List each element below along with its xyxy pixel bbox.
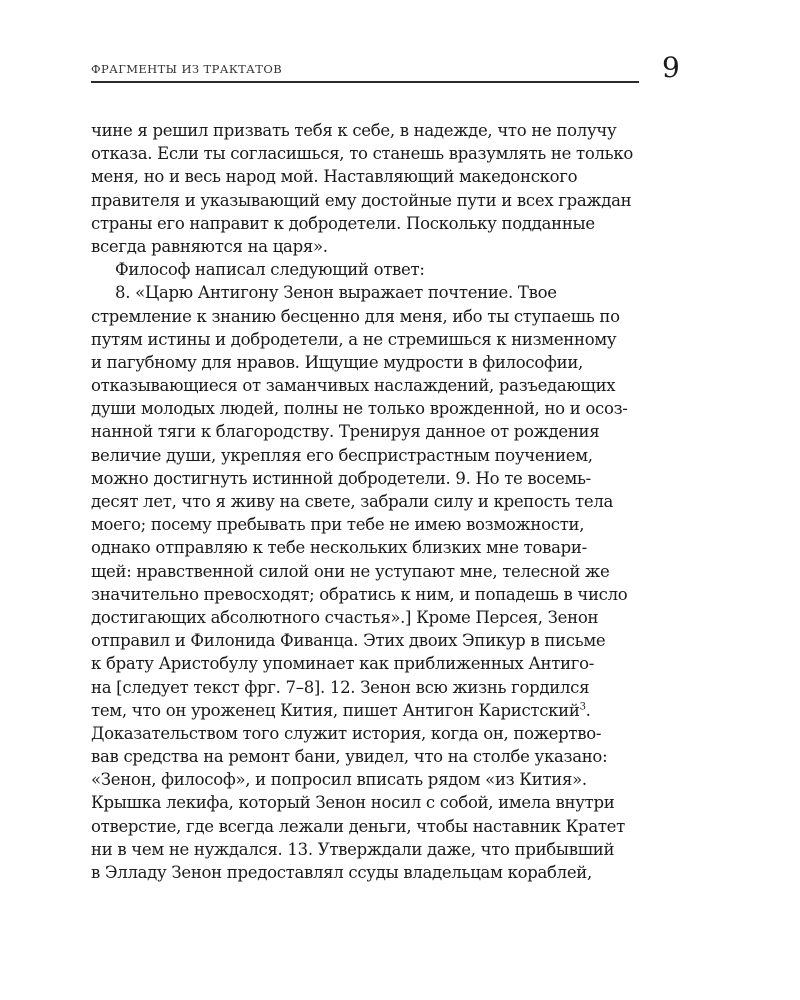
text-line-content: всегда равняются на царя». [91,236,328,256]
text-line-content: вав средства на ремонт бани, увидел, что на столбе указано: [91,747,608,767]
text-line-content: правителя и указывающий ему достойные пути и всех граждан [91,190,632,210]
text-line-content: стремление к знанию бесценно для меня, ибо ты ступаешь по [91,306,620,326]
text-line-content: нанной тяги к благородству. Тренируя данное от рождения [91,422,600,442]
text-line [91,258,681,281]
text-line-content: страны его направит к добродетели. Поскольку подданные [91,213,595,233]
text-line [91,420,681,443]
footnote-marker: 3 [579,701,586,713]
text-line [91,212,681,235]
text-line [91,374,681,397]
text-line-content: достигающих абсолютного счастья».] Кроме Персея, Зенон [91,607,599,627]
text-line-content: значительно превосходят; обратись к ним, и попадешь в число [91,584,628,604]
text-line [91,536,681,559]
text-line-content: чине я решил призвать тебя к себе, в надежде, что не получу [91,121,617,140]
text-line [91,328,681,351]
text-line [91,165,681,188]
text-line [91,189,681,212]
running-title: ФРАГМЕНТЫ ИЗ ТРАКТАТОВ [91,62,283,76]
text-line-content: Доказательством того служит история, когда он, пожертво- [91,723,602,743]
text-line-tail: . [585,700,591,720]
text-line-content: десят лет, что я живу на свете, забрали силу и крепость тела [91,492,614,511]
body-text [91,119,681,884]
text-line [91,699,681,722]
text-line-content: Философ написал следующий ответ: [115,260,425,280]
text-line-content: отправил и Филонида Фиванца. Этих двоих Эпикур в письме [91,631,606,651]
text-line-content: ни в чем не нуждался. 13. Утверждали даже, что прибывший [91,839,615,859]
text-line-content: тем, что он уроженец Кития, пишет Антигон Каристский [91,700,580,720]
text-line [91,560,681,583]
text-line [91,768,681,791]
text-line-content: величие души, укрепляя его беспристрастным поучением, [91,445,593,465]
text-line [91,397,681,420]
text-line-content: путям истины и добродетели, а не стремишься к низменному [91,329,617,349]
text-line [91,235,681,258]
text-line-content: на [следует текст фрг. 7–8]. 12. Зенон всю жизнь гордился [91,677,590,697]
text-line-content: в Элладу Зенон предоставлял ссуды владельцам кораблей, [91,863,592,882]
text-line [91,490,681,513]
text-line [91,513,681,536]
text-line-content: щей: нравственной силой они не уступают мне, телесной же [91,561,610,581]
text-line [91,815,681,838]
text-line-content: «Зенон, философ», и попросил вписать рядом «из Кития». [91,770,587,790]
text-line [91,676,681,699]
text-line-content: однако отправляю к тебе нескольких близких мне товари- [91,538,587,558]
text-line [91,791,681,814]
text-line [91,652,681,675]
text-line [91,745,681,768]
text-line [91,119,681,142]
text-line [91,444,681,467]
text-line [91,722,681,745]
text-line [91,583,681,606]
text-line [91,142,681,165]
text-line-content: и пагубному для нравов. Ищущие мудрости в философии, [91,352,583,372]
text-line [91,629,681,652]
text-line-content: к брату Аристобулу упоминает как приближенных Антиго- [91,654,595,674]
running-head [91,61,639,83]
text-line-content: меня, но и весь народ мой. Наставляющий македонского [91,167,578,187]
text-line [91,467,681,490]
text-line-content: отверстие, где всегда лежали деньги, чтобы наставник Кратет [91,816,625,836]
text-line [91,351,681,374]
page-number: 9 [662,51,680,84]
text-line [91,305,681,328]
text-line-content: отказа. Если ты согласишься, то станешь вразумлять не только [91,144,633,164]
text-line-content: 8. «Царю Антигону Зенон выражает почтение. Твое [115,283,557,303]
text-line-content: души молодых людей, полны не только врожденной, но и осоз- [91,399,628,419]
text-line [91,281,681,304]
text-line-content: отказывающиеся от заманчивых наслаждений, разъедающих [91,376,616,396]
text-line [91,861,681,884]
text-line [91,606,681,629]
text-line-content: моего; посему пребывать при тебе не имею возможности, [91,515,585,535]
text-line-content: Крышка лекифа, который Зенон носил с собой, имела внутри [91,793,615,813]
text-line-content: можно достигнуть истинной добродетели. 9. Но те восемь- [91,468,591,488]
text-line [91,838,681,861]
